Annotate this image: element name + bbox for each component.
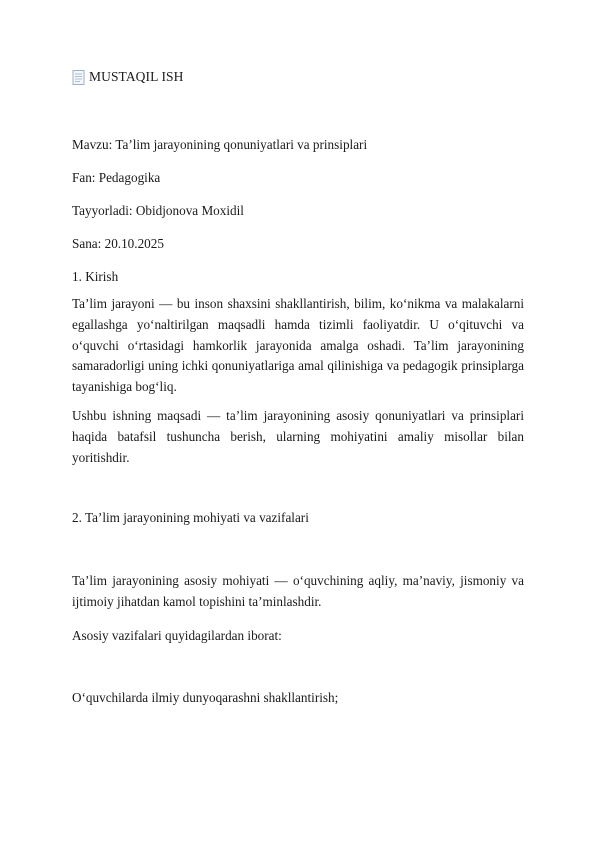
document-title — [72, 69, 184, 85]
meta-subject: Fan: Pedagogika — [72, 170, 161, 185]
meta-author: Tayyorladi: Obidjonova Moxidil — [72, 203, 244, 218]
title-text: MUSTAQIL ISH — [89, 69, 184, 84]
section-2-paragraph-2: Asosiy vazifalari quyidagilardan iborat: — [72, 628, 282, 643]
section-2-paragraph-1: Ta’lim jarayonining asosiy mohiyati — o‘quvchining aqliy, ma’naviy, jismoniy va ijtimoiy jihatdan kamol topishini ta’minlashdir. — [72, 573, 524, 609]
section-2-heading: 2. Ta’lim jarayonining mohiyati va vazifalari — [72, 510, 309, 525]
meta-topic: Mavzu: Ta’lim jarayonining qonuniyatlari va prinsiplari — [72, 137, 368, 152]
section-1-paragraph-1: Ta’lim jarayoni — bu inson shaxsini shakllantirish, bilim, ko‘nikma va malakalarni egallashga yo‘naltirilgan maqsadli hamda tizimli faoliyatdir. U o‘qituvchi va o‘quvchi o‘rtasidagi hamkorlik jarayonida amalga oshadi. Ta’lim jarayonining samaradorligi uning ichki qonuniyatlariga amal qilinishiga va pedagogik prinsiplarga tayanishiga bog‘liq. — [72, 296, 524, 395]
section-1-paragraph-2: Ushbu ishning maqsadi — ta’lim jarayonining asosiy qonuniyatlari va prinsiplari haqida batafsil tushuncha berish, ularning mohiyatini amaliy misollar bilan yoritishdir. — [72, 408, 524, 465]
document-icon — [72, 70, 85, 85]
section-1-heading: 1. Kirish — [72, 269, 119, 284]
list-item: O‘quvchilarda ilmiy dunyoqarashni shakllantirish; — [72, 690, 339, 705]
meta-date: Sana: 20.10.2025 — [72, 236, 164, 251]
